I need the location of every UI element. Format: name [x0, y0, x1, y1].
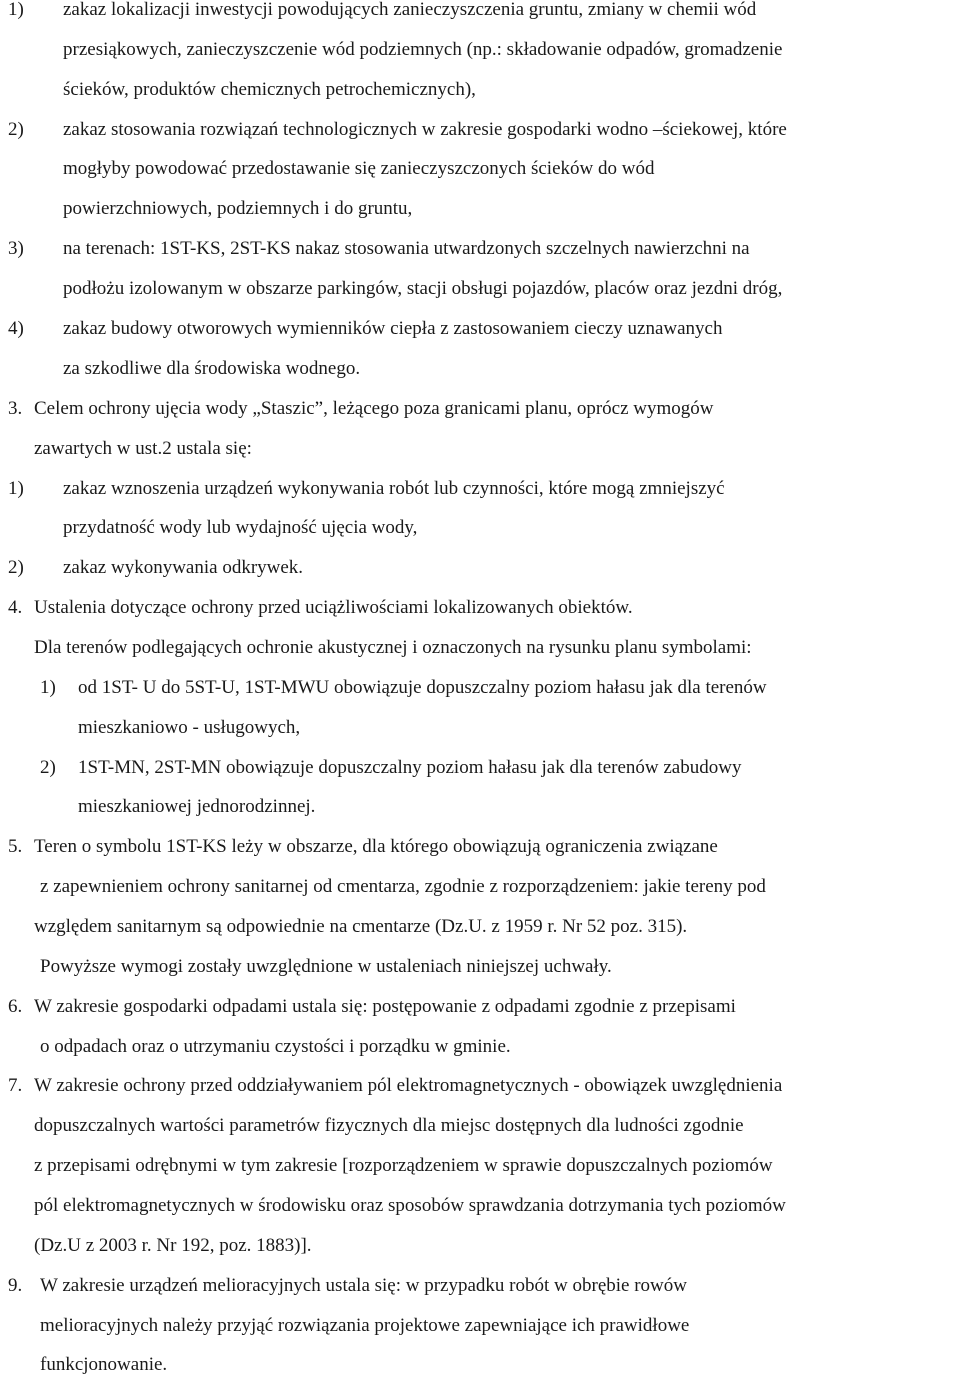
text-line: zakaz wznoszenia urządzeń wykonywania robót lub czynności, które mogą zmniejszyć [63, 478, 725, 499]
text-line: przydatność wody lub wydajność ujęcia wody, [63, 517, 418, 538]
text-line: Celem ochrony ujęcia wody „Staszic”, leżącego poza granicami planu, oprócz wymogów [34, 398, 714, 419]
list-number: 3) [8, 238, 24, 259]
text-line: dopuszczalnych wartości parametrów fizycznych dla miejsc dostępnych dla ludności zgodnie [34, 1115, 744, 1136]
text-line: pól elektromagnetycznych w środowisku oraz sposobów sprawdzania dotrzymania tych poziomów [34, 1195, 786, 1216]
section-number: 5. [8, 836, 23, 857]
text-line: mieszkaniowej jednorodzinnej. [78, 796, 316, 817]
text-line: Dla terenów podlegających ochronie akustycznej i oznaczonych na rysunku planu symbolami: [34, 637, 752, 658]
section-number: 6. [8, 996, 23, 1017]
list-number: 2) [40, 757, 56, 778]
text-line: przesiąkowych, zanieczyszczenie wód podziemnych (np.: składowanie odpadów, gromadzenie [63, 39, 783, 60]
text-line: zakaz lokalizacji inwestycji powodujących zanieczyszczenia gruntu, zmiany w chemii wód [63, 0, 757, 20]
section-number: 3. [8, 398, 23, 419]
text-line: zakaz wykonywania odkrywek. [63, 557, 304, 578]
text-line: W zakresie ochrony przed oddziaływaniem pól elektromagnetycznych - obowiązek uwzględnienia [34, 1075, 783, 1096]
text-line: z zapewnieniem ochrony sanitarnej od cmentarza, zgodnie z rozporządzeniem: jakie tereny pod [40, 876, 766, 897]
text-line: na terenach: 1ST-KS, 2ST-KS nakaz stosowania utwardzonych szczelnych nawierzchni na [63, 238, 750, 259]
list-number: 2) [8, 557, 24, 578]
text-line: zakaz stosowania rozwiązań technologicznych w zakresie gospodarki wodno –ściekowej, które [63, 119, 787, 140]
text-line: Teren o symbolu 1ST-KS leży w obszarze, dla którego obowiązują ograniczenia związane [34, 836, 718, 857]
list-number: 1) [40, 677, 56, 698]
list-number: 4) [8, 318, 24, 339]
text-line: względem sanitarnym są odpowiednie na cmentarze (Dz.U. z 1959 r. Nr 52 poz. 315). [34, 916, 688, 937]
text-line: o odpadach oraz o utrzymaniu czystości i porządku w gminie. [40, 1036, 511, 1057]
text-line: 1ST-MN, 2ST-MN obowiązuje dopuszczalny poziom hałasu jak dla terenów zabudowy [78, 757, 742, 778]
text-line: Powyższe wymogi zostały uwzględnione w ustaleniach niniejszej uchwały. [40, 956, 612, 977]
list-number: 2) [8, 119, 24, 140]
section-number: 7. [8, 1075, 23, 1096]
text-line: powierzchniowych, podziemnych i do gruntu, [63, 198, 413, 219]
text-line: Ustalenia dotyczące ochrony przed uciążliwościami lokalizowanych obiektów. [34, 597, 633, 618]
list-number: 1) [8, 478, 24, 499]
text-line: funkcjonowanie. [40, 1354, 168, 1375]
text-line: melioracyjnych należy przyjąć rozwiązania projektowe zapewniające ich prawidłowe [40, 1315, 690, 1336]
text-line: (Dz.U z 2003 r. Nr 192, poz. 1883)]. [34, 1235, 312, 1256]
text-line: od 1ST- U do 5ST-U, 1ST-MWU obowiązuje dopuszczalny poziom hałasu jak dla terenów [78, 677, 767, 698]
list-number: 1) [8, 0, 24, 20]
text-line: zawartych w ust.2 ustala się: [34, 438, 252, 459]
text-line: za szkodliwe dla środowiska wodnego. [63, 358, 361, 379]
text-line: z przepisami odrębnymi w tym zakresie [rozporządzeniem w sprawie dopuszczalnych poziomów [34, 1155, 773, 1176]
text-line: mogłyby powodować przedostawanie się zanieczyszczonych ścieków do wód [63, 158, 655, 179]
text-line: podłożu izolowanym w obszarze parkingów, stacji obsługi pojazdów, placów oraz jezdni dróg, [63, 278, 783, 299]
text-line: mieszkaniowo - usługowych, [78, 717, 301, 738]
text-line: ścieków, produktów chemicznych petrochemicznych), [63, 79, 476, 100]
text-line: W zakresie urządzeń melioracyjnych ustala się: w przypadku robót w obrębie rowów [40, 1275, 687, 1296]
section-number: 4. [8, 597, 23, 618]
section-number: 9. [8, 1275, 23, 1296]
text-line: zakaz budowy otworowych wymienników ciepła z zastosowaniem cieczy uznawanych [63, 318, 723, 339]
text-line: W zakresie gospodarki odpadami ustala się: postępowanie z odpadami zgodnie z przepisami [34, 996, 736, 1017]
